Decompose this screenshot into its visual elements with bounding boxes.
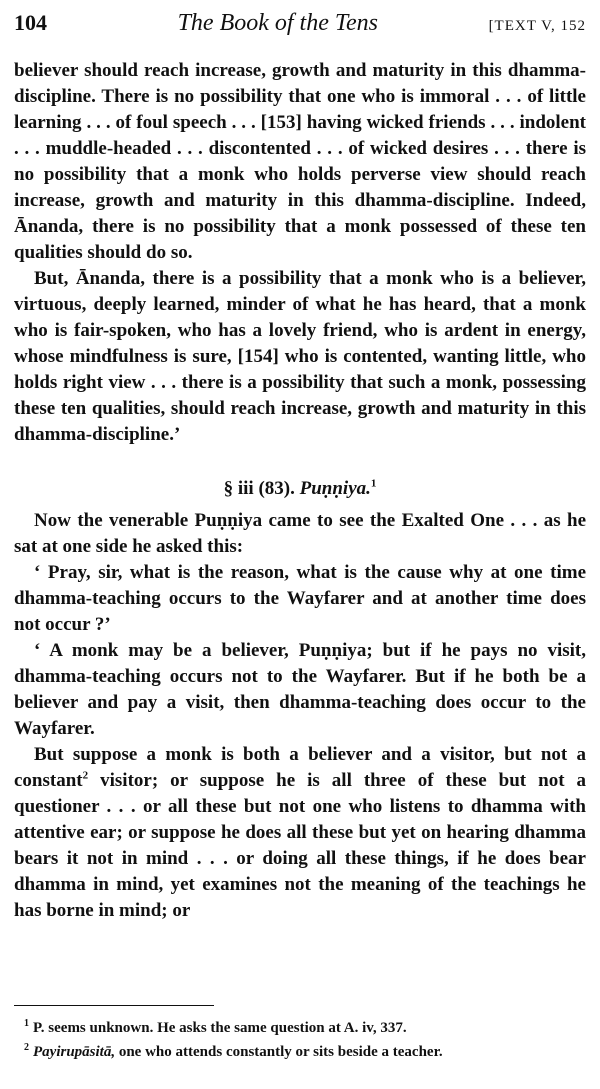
paragraph-text: believer should reach increase, growth and maturity in this dhamma-discipline. There is no possibility that one who is immoral . . . of little learning . . . of foul speech . . . — [14, 60, 586, 133]
footnote-text: P. seems unknown. He asks the same question at A. iv, 337. — [33, 1020, 407, 1036]
footnote-term: Payirupāsitā, — [33, 1044, 116, 1060]
text-section-reference: [TEXT V, 152 — [488, 18, 586, 34]
footnote-divider — [14, 1005, 214, 1006]
paragraph — [14, 266, 586, 448]
paragraph-text: visitor; or suppose he is all three of these but not a questioner . . . or all these but not one who listens to dhamma with attentive ear; or suppose he does all these but yet on hearing dhamma bears it not in mind . . . or doing all these things, if he does bear dhamma in mind, yet examines not the meaning of the teachings he has borne in mind; or — [14, 770, 587, 921]
footnote — [24, 1040, 572, 1064]
paragraph-text: ‘ Pray, sir, what is the reason, what is the cause why at one time dhamma-teaching occurs to the Wayfarer and at another time does not occur ?’ — [14, 562, 586, 635]
section-heading — [14, 476, 586, 502]
footnote — [24, 1016, 572, 1040]
paragraph — [14, 508, 586, 560]
paragraph — [14, 638, 586, 742]
paragraph-text: who is contented, wanting little, who holds right view . . . there is a possibility that such a monk, possessing these ten qualities, should reach increase, growth and maturity in this dhamma-discipline.’ — [14, 346, 586, 445]
footnote-number: 2 — [24, 1042, 29, 1053]
page-header — [14, 10, 586, 46]
section-title: Puṇṇiya. — [299, 478, 371, 499]
paragraph-text: Now the venerable Puṇṇiya came to see the Exalted One . . . as he sat at one side he asked this: — [14, 510, 586, 557]
footnotes — [24, 1016, 572, 1064]
footnote-marker: 1 — [370, 477, 377, 490]
page-reference: [153] — [260, 112, 302, 133]
running-title: The Book of the Tens — [177, 10, 378, 36]
paragraph-text: ‘ A monk may be a believer, Puṇṇiya; but if he pays no visit, dhamma-teaching occurs not to the Wayfarer. But if he both be a believer and pay a visit, then dhamma-teaching does occur to the Wayfarer. — [14, 640, 586, 739]
paragraph-text: But, Ānanda, there is a possibility that a monk who is a believer, virtuous, deeply learned, minder of what he has heard, that a monk who is fair-spoken, who has a lovely friend, who is ardent in energy, whose mindfulness is sure, — [14, 268, 586, 367]
footnote-marker: 2 — [82, 769, 89, 782]
paragraph-text: having wicked friends . . . indolent . . . muddle-headed . . . discontented . . . of wicked desires . . . there is no possibility that a monk who holds perverse view should reach increase, growth and maturity in this dhamma-discipline. Indeed, Ānanda, there is no possibility that a monk possessed of these ten qualities should do so. — [14, 112, 587, 263]
page-number: 104 — [14, 10, 47, 35]
section-number: § iii (83). — [223, 478, 295, 499]
footnote-text: one who attends constantly or sits beside a teacher. — [118, 1044, 443, 1060]
book-page — [14, 10, 586, 924]
footnote-number: 1 — [24, 1018, 29, 1029]
paragraph — [14, 58, 586, 266]
paragraph — [14, 742, 586, 924]
body-text — [14, 58, 586, 924]
paragraph — [14, 560, 586, 638]
paragraph-text: But suppose a monk is both a believer and a visitor, but not a constant — [14, 744, 586, 791]
page-reference: [154] — [237, 346, 279, 367]
